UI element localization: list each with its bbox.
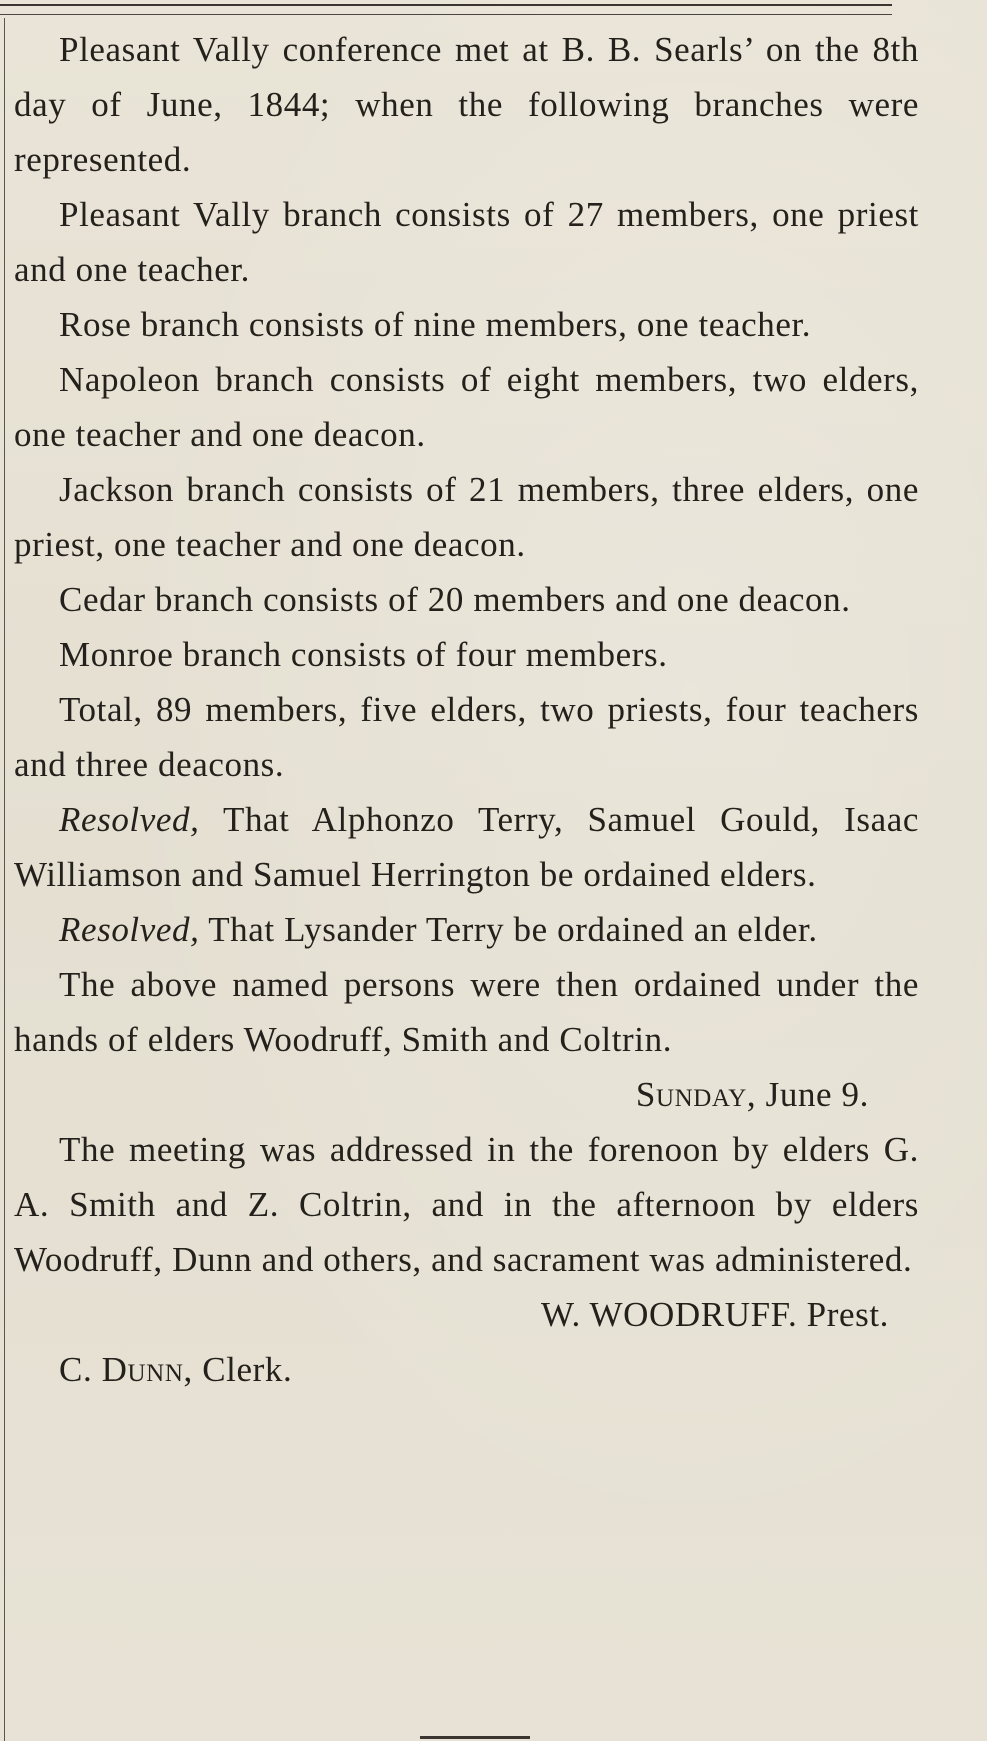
paragraph-total: Total, 89 members, five elders, two priests, four teachers and three deacons. (14, 690, 919, 784)
paragraph-jackson-branch: Jackson branch consists of 21 members, three elders, one priest, one teacher and one deacon. (14, 470, 919, 564)
clerk-title: Clerk. (202, 1350, 293, 1389)
top-rule (0, 4, 892, 6)
resolved-label: Resolved, (59, 800, 200, 839)
bottom-rule (420, 1736, 530, 1739)
resolution-text: That Alphonzo Terry, Samuel Gould, Isaac Williamson and Samuel Herrington be ordained elders. (14, 800, 920, 894)
clerk-initial: C. (59, 1350, 93, 1389)
signature: W. WOODRUFF. Prest. (541, 1295, 889, 1334)
paragraph-rose-branch: Rose branch consists of nine members, one teacher. (59, 305, 812, 344)
resolution-text: That Lysander Terry be ordained an elder. (208, 910, 818, 949)
paragraph-resolution-1 (14, 792, 919, 902)
dateline (14, 1067, 919, 1122)
clerk-name: Dunn, (101, 1350, 193, 1389)
paragraph-conference-intro: Pleasant Vally conference met at B. B. Searls’ on the 8th day of June, 1844; when the following branches were represented. (14, 30, 919, 179)
paragraph-ordination: The above named persons were then ordained under the hands of elders Woodruff, Smith and Coltrin. (14, 965, 919, 1059)
day-label: Sunday, (635, 1075, 757, 1114)
clerk-line (14, 1342, 919, 1397)
paragraph-resolution-2 (14, 902, 919, 957)
day-date: June 9. (765, 1075, 869, 1114)
paragraph-napoleon-branch: Napoleon branch consists of eight members, two elders, one teacher and one deacon. (14, 360, 919, 454)
top-rule-secondary (0, 14, 892, 15)
paragraph-monroe-branch: Monroe branch consists of four members. (59, 635, 668, 674)
article-column (14, 22, 919, 1397)
resolved-label: Resolved, (59, 910, 200, 949)
column-left-rule (4, 18, 5, 1741)
paragraph-cedar-branch: Cedar branch consists of 20 members and one deacon. (59, 580, 851, 619)
paragraph-meeting: The meeting was addressed in the forenoon by elders G. A. Smith and Z. Coltrin, and in the afternoon by elders Woodruff, Dunn and others, and sacrament was administered. (14, 1130, 919, 1279)
paragraph-pleasant-vally-branch: Pleasant Vally branch consists of 27 members, one priest and one teacher. (14, 195, 919, 289)
